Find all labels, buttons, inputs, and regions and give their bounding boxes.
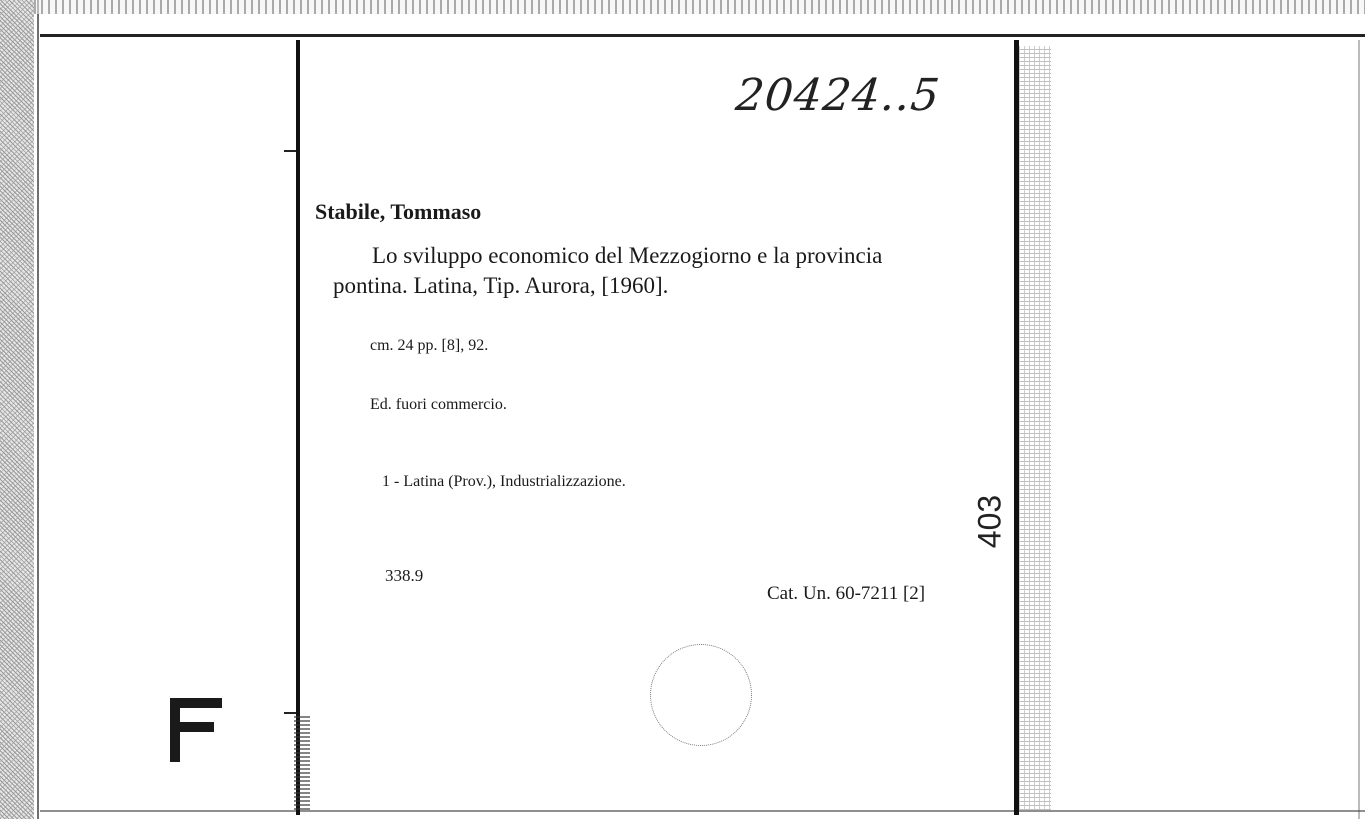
card-notch xyxy=(284,150,296,152)
card-left-edge xyxy=(296,40,300,815)
scan-top-band xyxy=(34,0,1365,14)
scan-bottom-rule xyxy=(40,810,1365,812)
scan-left-rule xyxy=(37,0,39,819)
card-right-shade xyxy=(1019,46,1051,810)
card-note: Ed. fuori commercio. xyxy=(370,396,507,413)
card-side-number: 403 xyxy=(971,494,1008,549)
accession-number: 20424..5 xyxy=(733,70,943,121)
card-edge-shade xyxy=(294,715,310,810)
card-subject-heading: 1 - Latina (Prov.), Industrializzazione. xyxy=(382,473,626,490)
card-catalog-number: Cat. Un. 60-7211 [2] xyxy=(767,583,926,604)
scan-edge-texture xyxy=(0,0,34,819)
stamp-f-mark xyxy=(168,692,224,764)
card-classmark: 338.9 xyxy=(385,566,424,585)
scan-right-rule xyxy=(1358,40,1360,819)
scan-top-rule xyxy=(40,34,1365,37)
card-title-line: pontina. Latina, Tip. Aurora, [1960]. xyxy=(333,273,669,298)
card-author: Stabile, Tommaso xyxy=(315,199,482,224)
card-notch xyxy=(284,712,296,714)
card-hole-mark xyxy=(650,644,752,746)
card-collation: cm. 24 pp. [8], 92. xyxy=(370,337,489,354)
card-title-line: Lo sviluppo economico del Mezzogiorno e la provincia xyxy=(372,243,883,268)
